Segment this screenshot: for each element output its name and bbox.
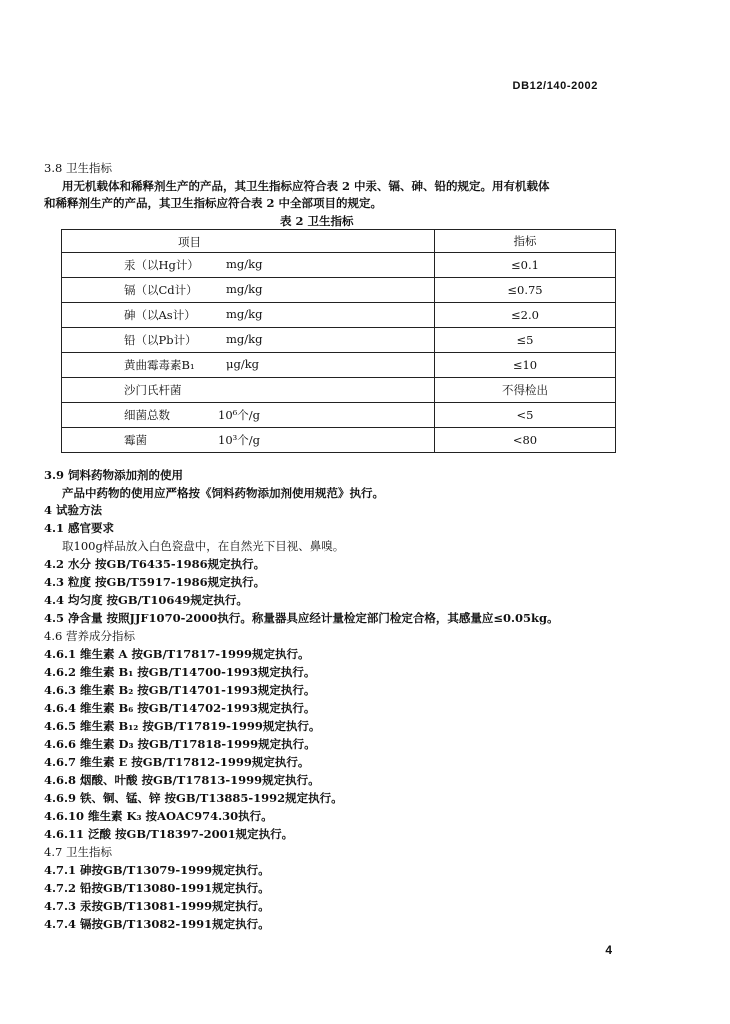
row-item: 霉菌 [124,433,147,447]
section-3-9-heading: 3.9 饲料药物添加剂的使用 [44,468,184,482]
section-4-7-heading: 4.7 卫生指标 [44,845,112,859]
row-unit: μg/kg [226,357,260,371]
section-3-9-paragraph: 产品中药物的使用应严格按《饲料药物添加剂使用规范》执行。 [62,486,384,500]
section-3-8-heading: 3.8 卫生指标 [44,161,112,175]
row-value: ≤10 [435,353,616,378]
section-4-6-11: 4.6.11 泛酸 按GB/T18397-2001规定执行。 [44,827,294,841]
section-4-3: 4.3 粒度 按GB/T5917-1986规定执行。 [44,575,266,589]
row-item: 镉（以Cd计） [124,283,198,297]
row-unit: mg/kg [226,307,263,321]
section-4-6-6: 4.6.6 维生素 D₃ 按GB/T17818-1999规定执行。 [44,737,316,751]
row-item: 细菌总数 [124,408,170,422]
section-4-5: 4.5 净含量 按照JJF1070-2000执行。称量器具应经计量检定部门检定合格，其感量应≤0.05kg。 [44,611,559,625]
header-item-label: 项目 [178,235,201,249]
table-header-value: 指标 [435,230,616,253]
document-code: DB12/140-2002 [512,80,598,92]
table-row [62,303,616,328]
table-row [62,253,616,278]
section-4-6-5: 4.6.5 维生素 B₁₂ 按GB/T17819-1999规定执行。 [44,719,321,733]
page-number: 4 [605,943,612,957]
row-value: 不得检出 [435,378,616,403]
table-row [62,353,616,378]
section-4-1-heading: 4.1 感官要求 [44,521,115,535]
row-unit: mg/kg [226,282,263,296]
section-4-6-8: 4.6.8 烟酸、叶酸 按GB/T17813-1999规定执行。 [44,773,320,787]
section-4-6-heading: 4.6 营养成分指标 [44,629,135,643]
row-value: ≤0.1 [435,253,616,278]
row-unit: 10³个/g [218,433,260,447]
section-4-6-1: 4.6.1 维生素 A 按GB/T17817-1999规定执行。 [44,647,310,661]
row-item: 砷（以As计） [124,308,196,322]
row-value: <5 [435,403,616,428]
section-4-6-9: 4.6.9 铁、铜、锰、锌 按GB/T13885-1992规定执行。 [44,791,343,805]
row-value: <80 [435,428,616,453]
section-4-2: 4.2 水分 按GB/T6435-1986规定执行。 [44,557,266,571]
table-header-row [62,230,616,253]
table-caption: 表 2 卫生指标 [280,214,354,228]
row-item: 黄曲霉毒素B₁ [124,358,195,372]
section-4-6-7: 4.6.7 维生素 E 按GB/T17812-1999规定执行。 [44,755,310,769]
table-header-item [62,230,435,253]
section-4-7-3: 4.7.3 汞按GB/T13081-1999规定执行。 [44,899,270,913]
table-row [62,378,616,403]
section-4-4: 4.4 均匀度 按GB/T10649规定执行。 [44,593,248,607]
row-item: 铅（以Pb计） [124,333,197,347]
section-4-7-2: 4.7.2 铅按GB/T13080-1991规定执行。 [44,881,270,895]
table-row [62,328,616,353]
table-row [62,428,616,453]
hygiene-index-table [61,229,616,453]
row-item: 沙门氏杆菌 [124,383,182,397]
row-value: ≤0.75 [435,278,616,303]
row-value: ≤5 [435,328,616,353]
row-value: ≤2.0 [435,303,616,328]
table-row [62,403,616,428]
section-4-6-3: 4.6.3 维生素 B₂ 按GB/T14701-1993规定执行。 [44,683,316,697]
row-item: 汞（以Hg计） [124,258,199,272]
section-4-7-4: 4.7.4 镉按GB/T13082-1991规定执行。 [44,917,270,931]
row-unit: mg/kg [226,332,263,346]
section-4-6-4: 4.6.4 维生素 B₆ 按GB/T14702-1993规定执行。 [44,701,316,715]
section-4-6-2: 4.6.2 维生素 B₁ 按GB/T14700-1993规定执行。 [44,665,316,679]
section-4-heading: 4 试验方法 [44,503,103,517]
section-3-8-paragraph-line-1: 用无机载体和稀释剂生产的产品，其卫生指标应符合表 2 中汞、镉、砷、铅的规定。用有机载体 [62,179,550,193]
row-unit: mg/kg [226,257,263,271]
table-row [62,278,616,303]
section-4-7-1: 4.7.1 砷按GB/T13079-1999规定执行。 [44,863,270,877]
section-3-8-paragraph-line-2: 和稀释剂生产的产品，其卫生指标应符合表 2 中全部项目的规定。 [44,196,383,210]
section-4-1-paragraph: 取100g样品放入白色瓷盘中，在自然光下目视、鼻嗅。 [62,539,345,553]
row-unit: 10⁶个/g [218,408,260,422]
section-4-6-10: 4.6.10 维生素 K₃ 按AOAC974.30执行。 [44,809,273,823]
